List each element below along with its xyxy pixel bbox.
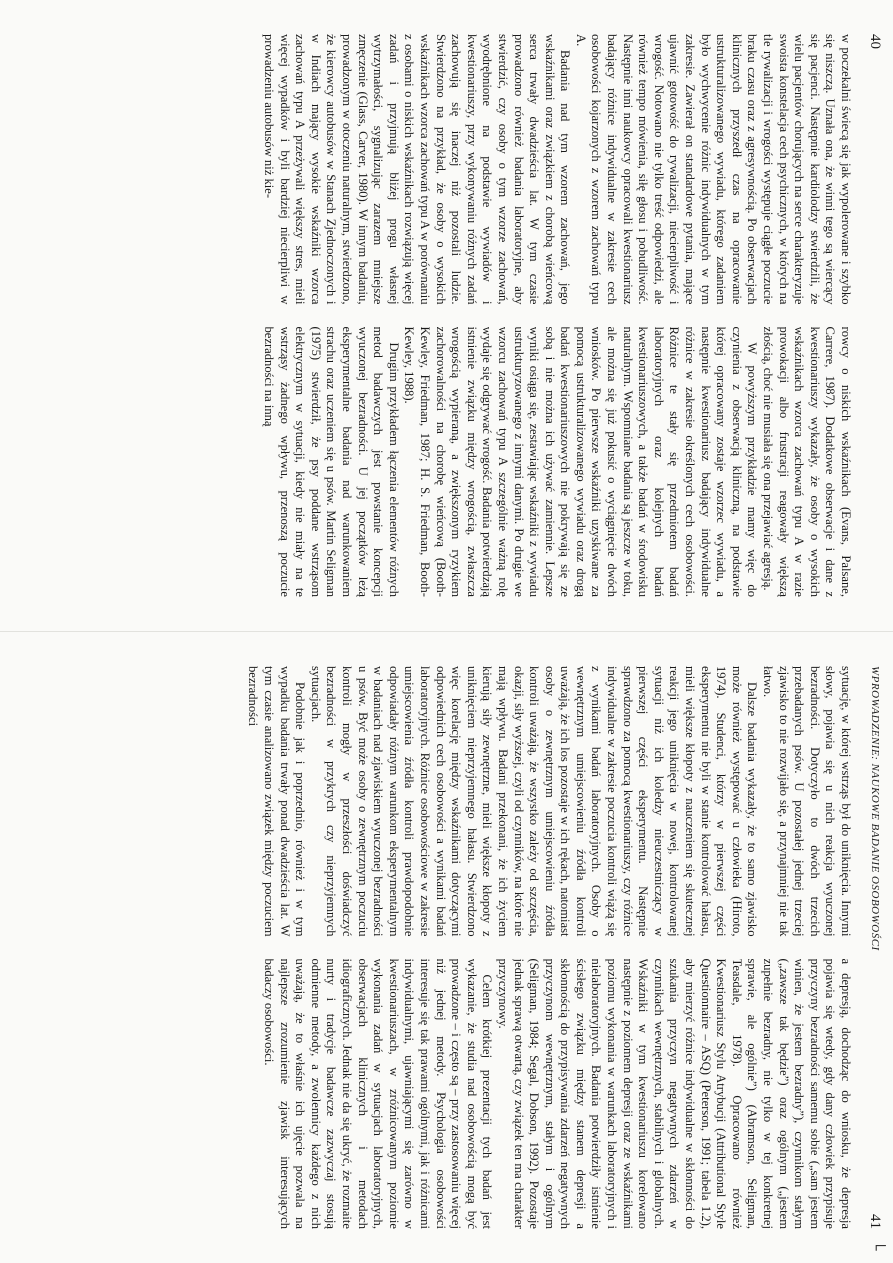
scan-corner-mark: ⌐ bbox=[874, 1233, 887, 1258]
right-page bbox=[0, 632, 893, 1263]
paragraph: W powyższym przykładzie mamy więc do czynienia z obserwacją kliniczną, na podstawie której opracowany zostaje wzorzec wywiadu, a następnie kwestionariusz badający indywidualne różnice w zakresie określonych cech osobowości. Różnice te stały się przedmiotem badań laboratoryjnych oraz kolejnych badań kwestionariuszowych, a także badań w środowisku naturalnym. Wspomniane badania są jeszcze w toku, ale można się już pokusić o wyciągnięcie dwóch wniosków. Po pierwsze wskaźniki uzyskiwane za pomocą ustrukturalizowanego wywiadu oraz drogą badań kwestionariuszowych nie pokrywają się ze sobą i nie można ich używać zamiennie. Lepsze wyniki osiąga się, zestawiając wskaźniki z wywiadu ustrukturyzowanego z innymi danymi. Po drugie we wzorcu zachowań typu A szczególnie ważną rolę wydaje się odgrywać wrogość. Badania potwierdzają istnienie związku między wrogością, zwłaszcza wrogością wypieraną, a zwiększonym ryzykiem zachorowalności na chorobę wieńcową (Booth-Kewley, Friedman, 1987; H. S. Friedman, Booth-Kewley, 1988). bbox=[402, 326, 760, 597]
page-number: 41 bbox=[867, 1214, 883, 1229]
running-head: WPROWADZENIE: NAUKOWE BADANIE OSOBOWOŚCI bbox=[869, 666, 881, 951]
text-columns bbox=[24, 666, 853, 1229]
paragraph: rowcy o niskich wskaźnikach (Evans, Palsane, Carrere, 1987). Dodatkowe obserwacje i dane z kwestionariuszy wykazały, że osoby o wysokich wskaźnikach wzorca zachowań typu A w razie prowokacji albo frustracji reagowały większą złością, choć nie musiała się ona przejawiać agresją. bbox=[761, 326, 853, 597]
paragraph: a depresją, dochodząc do wniosku, że depresja pojawia się wtedy, gdy dany człowiek przypisuje przyczyny bezradności samemu sobie („sam jestem winien, że jestem bezradny”), czynnikom stałym („zawsze tak będzie”) oraz ogólnym („jestem zupełnie bezradny, nie tylko w tej konkretnej sprawie, ale ogólnie”) (Abramson, Seligman, Teasdale, 1978). Opracowano również Kwestionariusz Stylu Atrybucji (Attributional Style Questionnaire – ASQ) (Peterson, 1991; tabela 1.2), aby mierzyć różnice indywidualne w skłonności do szukania przyczyn negatywnych zdarzeń w czynnikach wewnętrznych, stabilnych i globalnych. Wskaźniki w tym kwestionariuszu korelowano następnie z poziomem depresji oraz ze wskaźnikami poziomu wykonania w warunkach laboratoryjnych i nielaboratoryjnych. Badania potwierdziły istnienie ścisłego związku między stanem depresji a skłonnością do przypisywania zdarzeń negatywnych przyczynom wewnętrznym, stałym i ogólnym (Seligman, 1984; Segal, Dobson, 1992). Pozostaje jednak sprawą otwartą, czy związek ten ma charakter przyczynowy. bbox=[495, 958, 853, 1229]
paragraph: sytuację, w której wstrząs był do uniknięcia. Innymi słowy, pojawia się u nich reakcja wyuczonej bezradności. Dotyczyło to dwóch trzecich przebadanych psów. U pozostałej jednej trzeciej zjawisko to nie rozwijało się, a przynajmniej nie tak łatwo. bbox=[761, 666, 853, 937]
paragraph: Podobnie jak i poprzednio, również i w tym wypadku badania trwały ponad dwadzieścia lat. W tym czasie analizowano związek między poczuciem bezradności bbox=[246, 666, 308, 937]
column-left bbox=[24, 34, 853, 305]
column-right bbox=[24, 327, 853, 598]
column-right bbox=[24, 959, 853, 1230]
paragraph: Drugim przykładem łączenia elementów różnych metod badawczych jest powstanie koncepcji wyuczonej bezradności. U jej początków leżą eksperymentalne badania nad warunkowaniem strachu oraz uczeniem się u psów. Martin Seligman (1975) stwierdził, że psy poddane wstrząsom elektrycznym w sytuacji, kiedy nie miały na te wstrząsy żadnego wpływu, przenoszą poczucie bezradności na inną bbox=[262, 326, 401, 597]
text-columns bbox=[24, 34, 853, 597]
page-header bbox=[861, 34, 883, 597]
column-left bbox=[24, 666, 853, 937]
paragraph: Badania nad tym wzorem zachowań, jego wskaźnikami oraz związkiem z chorobą wieńcową serca trwały dwadzieścia lat. W tym czasie prowadzono również badania laboratoryjne, aby stwierdzić, czy osoby o tym wzorze zachowań, wyodrębnione na podstawie wywiadów i kwestionariuszy, przy wykonywaniu różnych zadań zachowują się inaczej niż pozostali ludzie. Stwierdzono na przykład, że osoby o wysokich wskaźnikach wzorca zachowań typu A w porównaniu z osobami o niskich wskaźnikach rozwiązują więcej zadań i przyjmują bliżej progu własnej wytrzymałości, sygnalizując zarazem mniejsze zmęczenie (Glass, Carver, 1980). W innym badaniu, prowadzonym w otoczeniu naturalnym, stwierdzono, że kierowcy autobusów w Stanach Zjednoczonych i w Indiach mający wysokie wskaźniki wzorca zachowań typu A przeżywali większy stres, mieli więcej wypadków i byli bardziej niecierpliwi w prowadzeniu autobusów niż kie- bbox=[262, 34, 573, 305]
paragraph: Dalsze badania wykazały, że to samo zjawisko może również występować u człowieka (Hiroto, 1974). Studenci, którzy w pierwszej części eksperymentu nie byli w stanie kontrolować hałasu, mieli większe kłopoty z nauczeniem się skutecznej reakcji jego uniknięcia w nowej, kontrolowanej sytuacji niż ich koledzy nieuczestniczący w pierwszej części eksperymentu. Następnie sprawdzono za pomocą kwestionariuszy, czy różnice indywidualne w zakresie poczucia kontroli wiążą się z wynikami badań laboratoryjnych. Osoby o wewnętrznym umiejscowieniu źródła kontroli uważają, że ich los pozostaje w ich rękach, natomiast osoby o zewnętrznym umiejscowieniu źródła kontroli uważają, że wszystko zależy od szczęścia, okazji, siły wyższej, czyli od czynników, na które nie mają wpływu. Badani przekonani, że ich życiem kierują siły zewnętrzne, mieli większe kłopoty z uniknięciem nieprzyjemnego hałasu. Stwierdzono więc korelację między wskaźnikami dotyczącymi odpowiednich cech osobowości a wynikami badań laboratoryjnych. Różnice osobowościowe w zakresie umiejscowienia źródła kontroli prawdopodobnie odpowiadały różnym warunkom eksperymentalnym w badaniach nad zjawiskiem wyuczonej bezradności u psów. Być może osoby o zewnętrznym poczuciu kontroli mogły w przeszłości doświadczyć bezradności w przykrych czy nieprzyjemnych sytuacjach. bbox=[308, 666, 760, 937]
page-number: 40 bbox=[867, 34, 883, 49]
left-page bbox=[0, 0, 893, 631]
paragraph: w poczekalni świecą się jak wypolerowane i szybko się niszczą. Uznała ona, że winni tego są wiercący się pacjenci. Następnie kardiolodzy stwierdzili, że wielu pacjentów chorujących na serce charakteryzuje swoista konstelacja cech psychicznych, w których na tle rywalizacji i wrogości występuje ciągłe poczucie braku czasu oraz z agresywnością. Po obserwacjach klinicznych przyszedł czas na opracowanie ustrukturalizowanego wywiadu, którego zadaniem było wychwycenie różnic indywidualnych w tym zakresie. Zawierał on standardowe pytania, mające ujawnić gotowość do rywalizacji, niecierpliwość i wrogość. Notowano nie tylko treść odpowiedzi, ale również tempo mówienia, siłę głosu i pobudliwość. Następnie inni naukowcy opracowali kwestionariusz badający różnice indywidualne w zakresie cech osobowości kojarzonych z wzorem zachowań typu A. bbox=[573, 34, 853, 305]
paragraph: Celem krótkiej prezentacji tych badań jest wykazanie, że studia nad osobowością mogą być prowadzone – i często są – przy zastosowaniu więcej niż jednej metody. Psychologia osobowości interesuje się tak prawami ogólnymi, jak i różnicami indywidualnymi, ujawniającymi się zarówno w kwestionariuszach, w zróżnicowanym poziomie wykonania zadań w sytuacjach laboratoryjnych, obserwacjach klinicznych i metodach idiograficznych. Jednak nie da się ukryć, że rozmaite nurty i tradycje badawcze zazwyczaj stosują odmienne metody, a zwolennicy każdego z nich uważają, że to właśnie ich ujęcie pozwala na najlepsze zrozumienie zjawisk interesujących badaczy osobowości. bbox=[262, 958, 495, 1229]
page-header bbox=[861, 666, 883, 1229]
